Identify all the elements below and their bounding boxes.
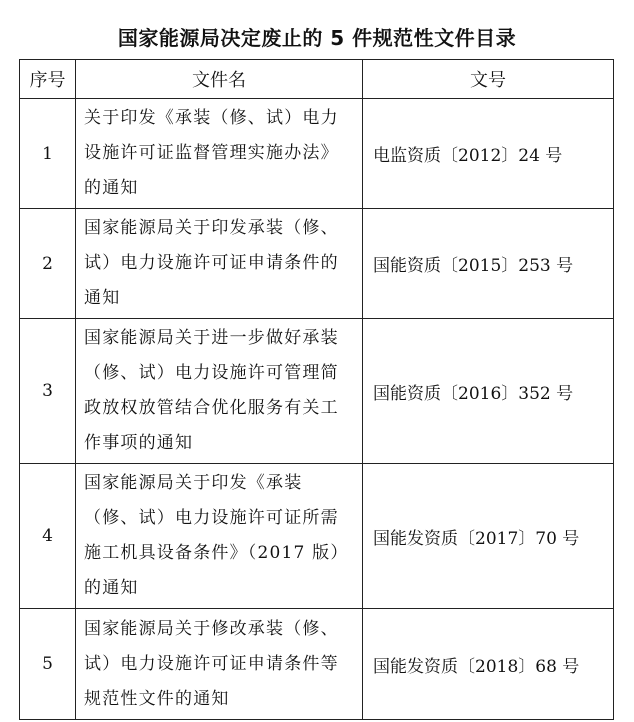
row-document-number: 国能发资质〔2018〕68 号 <box>363 609 614 720</box>
row-document-name: 关于印发《承装（修、试）电力设施许可证监督管理实施办法》的通知 <box>76 99 363 209</box>
row-serial-number: 1 <box>20 99 76 209</box>
row-serial-number: 4 <box>20 464 76 609</box>
row-document-number: 电监资质〔2012〕24 号 <box>363 99 614 209</box>
table-row <box>20 209 614 319</box>
table-row <box>20 464 614 609</box>
table-header-row <box>20 60 614 99</box>
row-document-number: 国能资质〔2015〕253 号 <box>363 209 614 319</box>
table-row <box>20 99 614 209</box>
table-row <box>20 609 614 720</box>
table-row <box>20 319 614 464</box>
row-serial-number: 5 <box>20 609 76 720</box>
row-document-number: 国能发资质〔2017〕70 号 <box>363 464 614 609</box>
row-document-name: 国家能源局关于进一步做好承装（修、试）电力设施许可管理简政放权放管结合优化服务有关工作事项的通知 <box>76 319 363 464</box>
abolished-documents-table <box>19 59 614 720</box>
row-document-name: 国家能源局关于修改承装（修、试）电力设施许可证申请条件等规范性文件的通知 <box>76 609 363 720</box>
row-document-name: 国家能源局关于印发承装（修、试）电力设施许可证申请条件的通知 <box>76 209 363 319</box>
row-document-number: 国能资质〔2016〕352 号 <box>363 319 614 464</box>
document-title: 国家能源局决定废止的 5 件规范性文件目录 <box>117 26 517 50</box>
row-serial-number: 3 <box>20 319 76 464</box>
header-document-name: 文件名 <box>76 60 363 99</box>
header-document-number: 文号 <box>363 60 614 99</box>
row-serial-number: 2 <box>20 209 76 319</box>
row-document-name: 国家能源局关于印发《承装（修、试）电力设施许可证所需施工机具设备条件》（2017 版）的通知 <box>76 464 363 609</box>
header-serial-number: 序号 <box>20 60 76 99</box>
